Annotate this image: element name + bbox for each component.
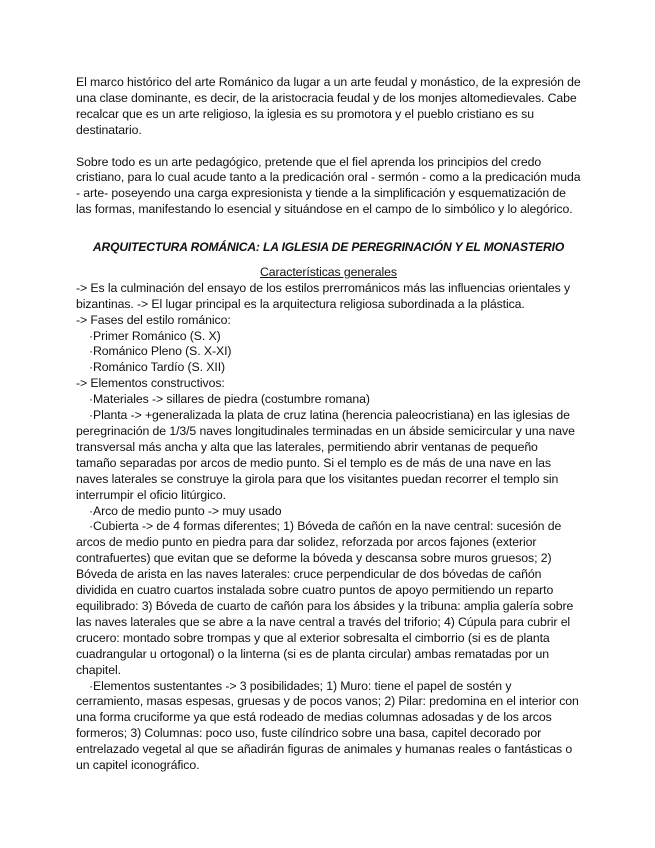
intro-paragraph-2: Sobre todo es un arte pedagógico, pretende que el fiel aprenda los principios del credo cristiano, para lo cual acude tanto a la predicación oral - sermón - como a la predicación muda - arte- poseyendo una carga expresionista y tiende a la simplificación y esquematización de las formas, manifestando lo esencial y situándose en el campo de lo simbólico y lo alegórico. <box>76 154 581 217</box>
culmination-paragraph: -> Es la culminación del ensayo de los estilos prerrománicos más las influencias orientales y bizantinas. -> El lugar principal es la arquitectura religiosa subordinada a la plástica. <box>76 280 571 311</box>
materials-item: ·Materiales -> sillares de piedra (costumbre romana) <box>89 392 370 407</box>
phase-item: ·Románico Tardío (S. XII) <box>89 360 226 375</box>
paragraph-gap <box>76 139 581 155</box>
elements-title: -> Elementos constructivos: <box>76 376 225 391</box>
supports-text: ·Elementos sustentantes -> 3 posibilidades; 1) Muro: tiene el papel de sostén y cerramiento, masas espesas, gruesas y de pocos vanos; 2) Pilar: predomina en el interior con una forma cruciforme ya que está rodeado de medias columnas adosadas y de los arcos formeros; 3) Columnas: poco uso, fuste cilíndrico sobre una basa, capitel decorado por entrelazado vegetal al que se añadirán figuras de animales y humanas reales o fantásticas o un capitel iconográfico. <box>76 678 579 773</box>
phase-item: ·Románico Pleno (S. X-XI) <box>89 344 232 359</box>
supports-item <box>76 679 581 774</box>
section-subheading: Características generales <box>260 264 397 279</box>
paragraph-gap <box>76 218 581 234</box>
plan-text: ·Planta -> +generalizada la plata de cruz latina (herencia paleocristiana) en las iglesias de peregrinación de 1/3/5 naves longitudinales terminadas en un ábside semicircular y una nave transversal más ancha y alta que las laterales, permitiendo abrir ventanas de pequeño tamaño separadas por arcos de medio punto. Si el templo es de más de una nave en las naves laterales se construye la girola para que los visitantes puedan recorrer el templo sin interrumpir el oficio litúrgico. <box>76 408 575 502</box>
plan-item <box>76 408 581 503</box>
roof-text: ·Cubierta -> de 4 formas diferentes; 1) Bóveda de cañón en la nave central: sucesión de arcos de medio punto en piedra para dar solidez, reforzada por arcos fajones (exterior contrafuertes) que evitan que se deforme la bóveda y descansa sobre muros gruesos; 2) Bóveda de arista en las naves laterales: cruce perpendicular de dos bóvedas de cañón dividida en cuatro cuartos instalada sobre cuatro puntos de apoyo permitiendo un reparto equilibrado: 3) Bóveda de cuarto de cañón para los ábsides y la tribuna: amplia galería sobre las naves laterales que se abre a la nave central a través del triforio; 4) Cúpula para cubrir el crucero: montado sobre trompas y que al exterior sobresalta el cimborrio (si es de planta cuadrangular u ortogonal) o la linterna (si es de planta circular) ambas rematadas por un chapitel. <box>76 519 574 677</box>
section-heading: ARQUITECTURA ROMÁNICA: LA IGLESIA DE PEREGRINACIÓN Y EL MONASTERIO <box>92 240 565 255</box>
roof-item <box>76 519 581 678</box>
arch-item: ·Arco de medio punto -> muy usado <box>89 503 282 518</box>
phase-item: ·Primer Románico (S. X) <box>89 328 221 343</box>
intro-paragraph-1: El marco histórico del arte Románico da lugar a un arte feudal y monástico, de la expresión de una clase dominante, es decir, de la aristocracia feudal y de los monjes altomedievales. Cabe recalcar que es un arte religioso, la iglesia es su promotora y el pueblo cristiano es su destinatario. <box>76 75 581 137</box>
phases-title: -> Fases del estilo románico: <box>76 312 231 327</box>
document-page <box>76 75 581 774</box>
